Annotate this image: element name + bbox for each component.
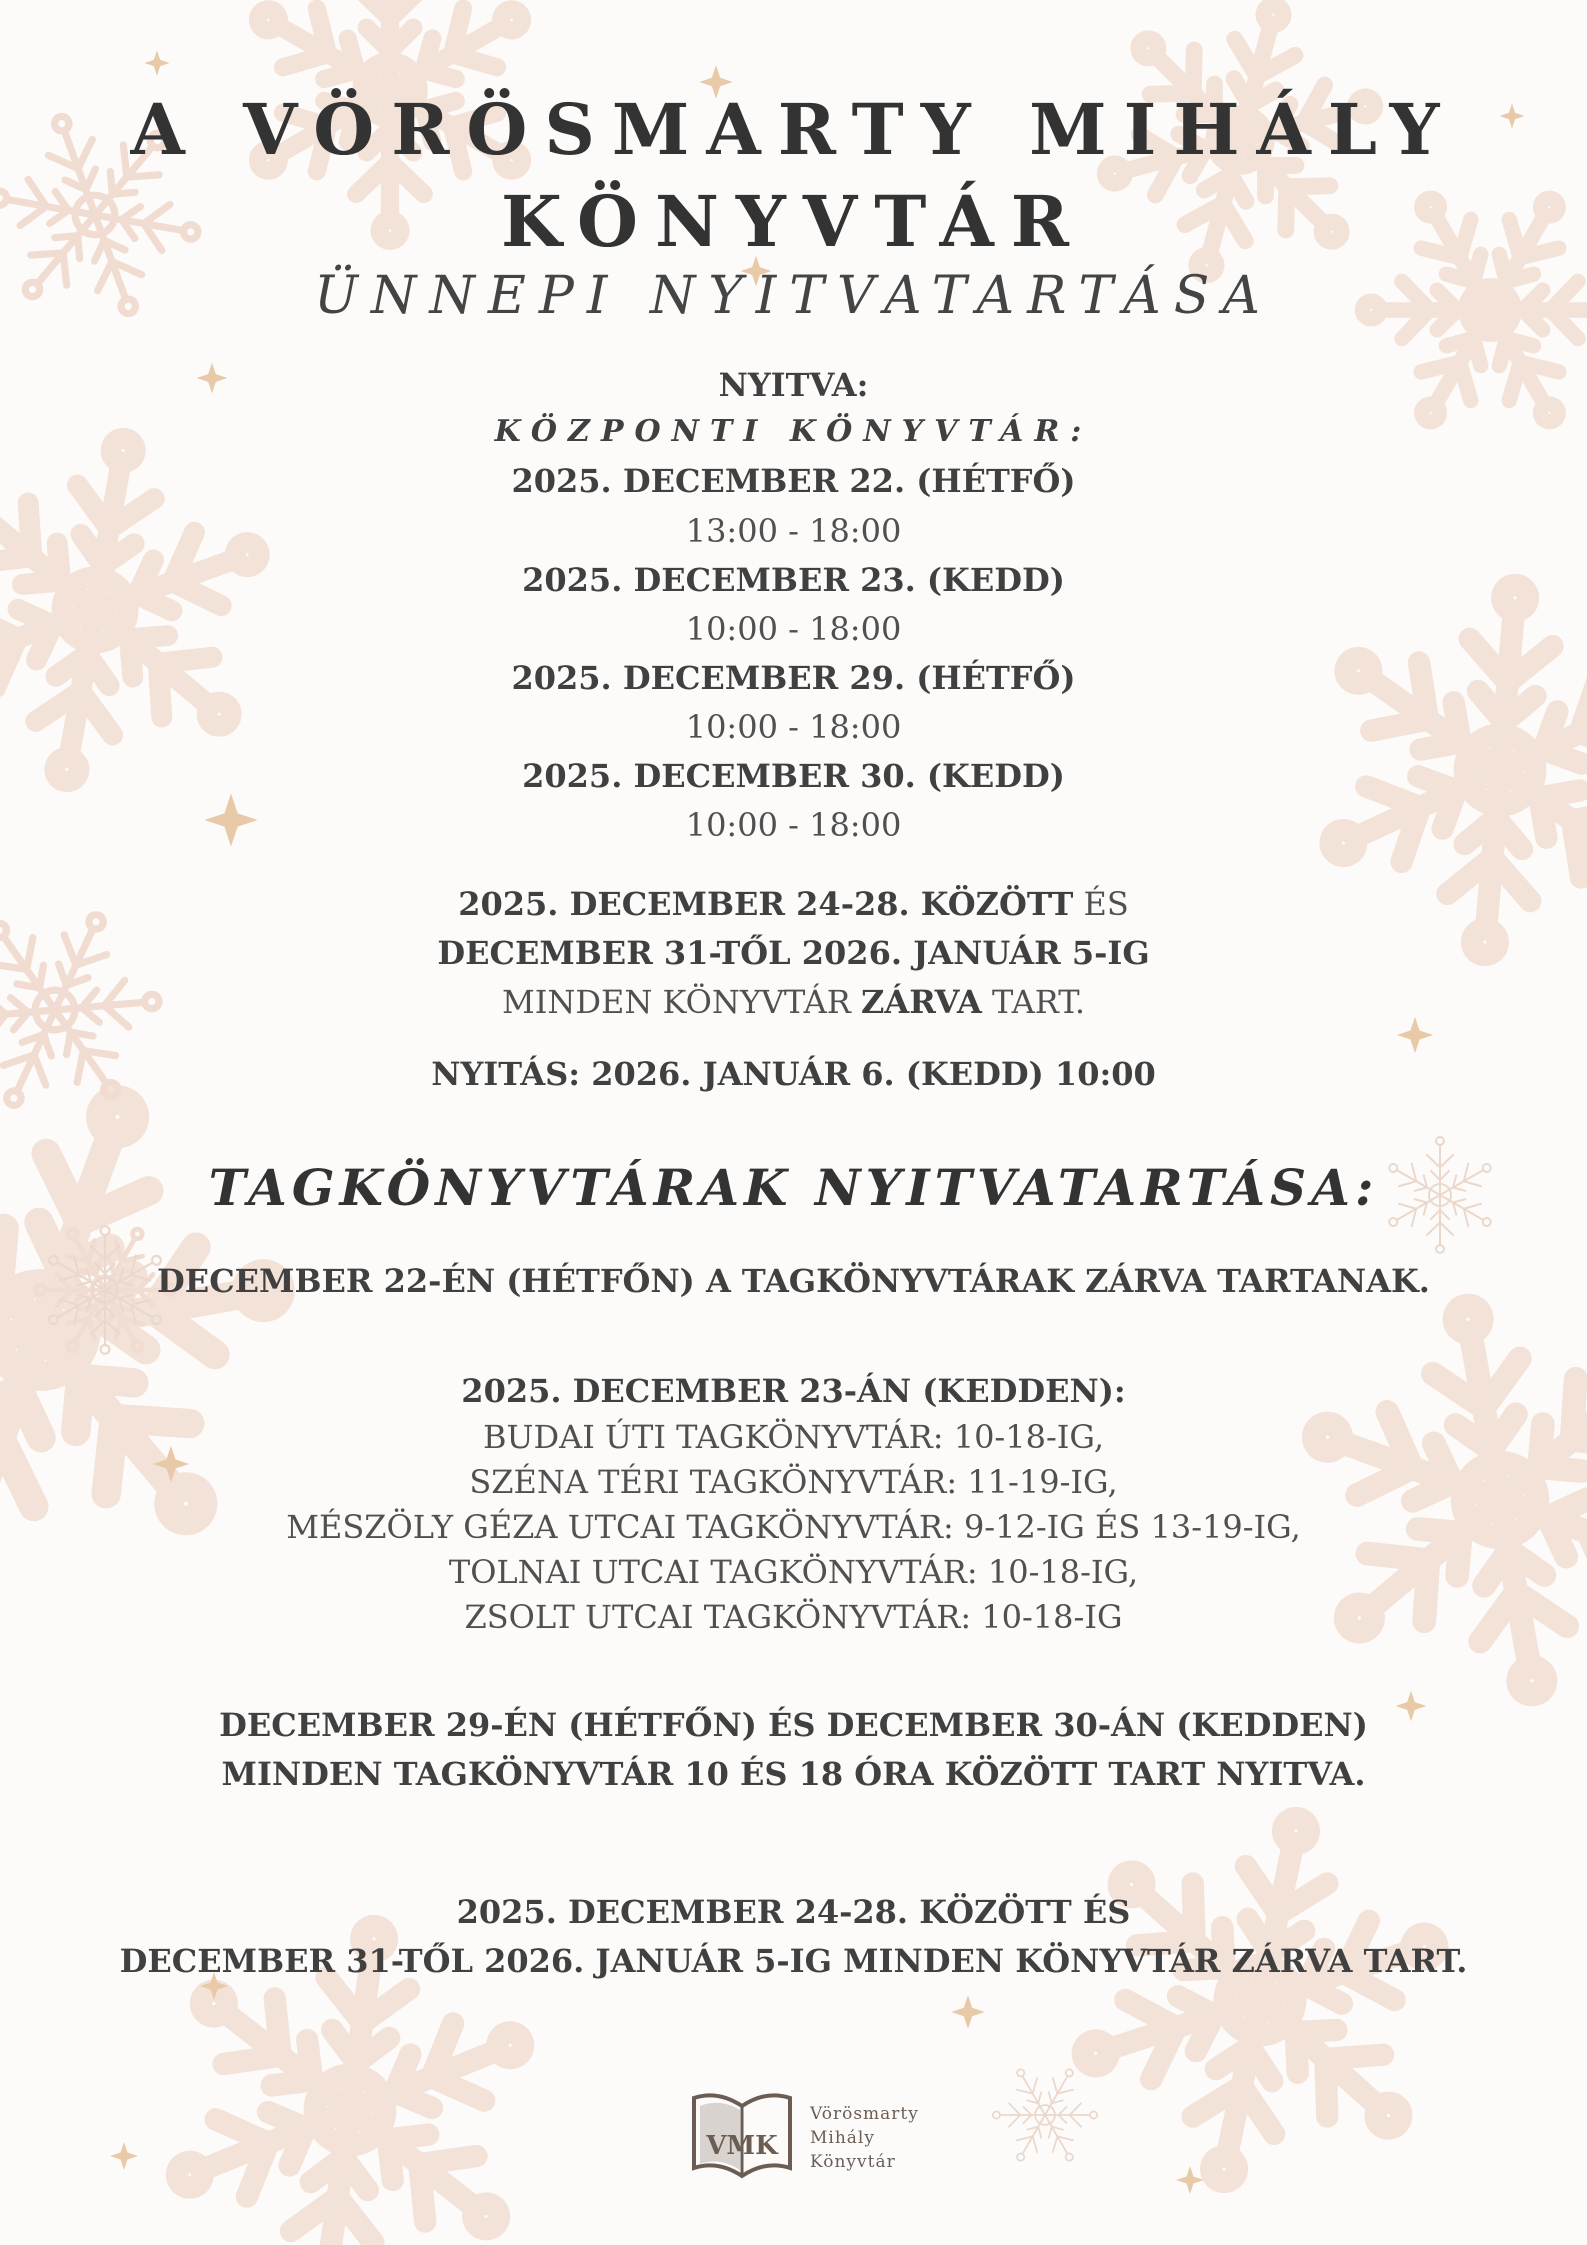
- branches-heading: TAGKÖNYVTÁRAK NYITVATARTÁSA:: [208, 1158, 1379, 1217]
- logo-text-line-2: Mihály: [810, 2128, 875, 2148]
- closed-text-post: TART.: [981, 983, 1086, 1021]
- closed-notice-line-1: [0, 885, 1587, 923]
- star-decoration: [110, 2142, 138, 2170]
- closed-text-pre: MINDEN KÖNYVTÁR: [501, 983, 862, 1021]
- central-day-date: 2025. DECEMBER 23. (KEDD): [522, 561, 1065, 599]
- branches-dec23-label: 2025. DECEMBER 23-ÁN (KEDDEN):: [461, 1372, 1126, 1410]
- star-decoration: [951, 1995, 985, 2029]
- central-day-date: 2025. DECEMBER 30. (KEDD): [522, 757, 1065, 795]
- title-line-1: A VÖRÖSMARTY MIHÁLY: [130, 88, 1457, 171]
- branches-closed-line-2: DECEMBER 31-TŐL 2026. JANUÁR 5-IG MINDEN KÖNYVTÁR ZÁRVA TART.: [119, 1942, 1468, 1980]
- branch-hours-item: BUDAI ÚTI TAGKÖNYVTÁR: 10-18-IG,: [482, 1418, 1104, 1456]
- snowflake-decoration: [0, 1020, 347, 1641]
- central-day-hours: 10:00 - 18:00: [685, 610, 902, 648]
- star-decoration: [1176, 2166, 1204, 2194]
- subtitle: ÜNNEPI NYITVATARTÁSA: [314, 266, 1273, 326]
- open-label: NYITVA:: [718, 366, 869, 404]
- star-decoration: [144, 50, 169, 75]
- closed-dates: 2025. DECEMBER 24-28. KÖZÖTT: [458, 885, 1074, 923]
- title-line-2: KÖNYVTÁR: [501, 180, 1086, 263]
- closed-conjunction: ÉS: [1073, 885, 1129, 923]
- branch-hours-item: MÉSZÖLY GÉZA UTCAI TAGKÖNYVTÁR: 9-12-IG ÉS 13-19-IG,: [286, 1508, 1301, 1546]
- logo-text-line-1: Vörösmarty: [810, 2104, 919, 2124]
- snowflake-decoration: [1044, 1781, 1476, 2220]
- branch-hours-item: ZSOLT UTCAI TAGKÖNYVTÁR: 10-18-IG: [464, 1598, 1123, 1636]
- branches-dec22-notice: DECEMBER 22-ÉN (HÉTFŐN) A TAGKÖNYVTÁRAK ZÁRVA TARTANAK.: [157, 1262, 1430, 1300]
- branches-dec29-30-line-2: MINDEN TAGKÖNYVTÁR 10 ÉS 18 ÓRA KÖZÖTT TART NYITVA.: [221, 1755, 1366, 1793]
- branch-hours-item: TOLNAI UTCAI TAGKÖNYVTÁR: 10-18-IG,: [448, 1553, 1139, 1591]
- branches-closed-line-1: 2025. DECEMBER 24-28. KÖZÖTT ÉS: [456, 1893, 1131, 1931]
- closed-notice-line-3: [0, 983, 1587, 1021]
- logo-text-line-3: Könyvtár: [810, 2152, 896, 2172]
- logo-monogram: VMK: [706, 2131, 778, 2161]
- star-decoration: [1397, 1017, 1433, 1053]
- central-day-hours: 10:00 - 18:00: [685, 708, 902, 746]
- reopen-notice: NYITÁS: 2026. JANUÁR 6. (KEDD) 10:00: [431, 1055, 1156, 1093]
- closed-word: ZÁRVA: [861, 983, 982, 1021]
- central-day-hours: 13:00 - 18:00: [685, 512, 902, 550]
- branch-hours-item: SZÉNA TÉRI TAGKÖNYVTÁR: 11-19-IG,: [469, 1463, 1118, 1501]
- branches-dec29-30-line-1: DECEMBER 29-ÉN (HÉTFŐN) ÉS DECEMBER 30-ÁN (KEDDEN): [219, 1706, 1368, 1744]
- central-day-date: 2025. DECEMBER 22. (HÉTFŐ): [511, 462, 1076, 500]
- central-day-date: 2025. DECEMBER 29. (HÉTFŐ): [511, 659, 1076, 697]
- central-day-hours: 10:00 - 18:00: [685, 806, 902, 844]
- central-library-label: KÖZPONTI KÖNYVTÁR:: [494, 414, 1093, 449]
- closed-notice-line-2: DECEMBER 31-TŐL 2026. JANUÁR 5-IG: [437, 934, 1150, 972]
